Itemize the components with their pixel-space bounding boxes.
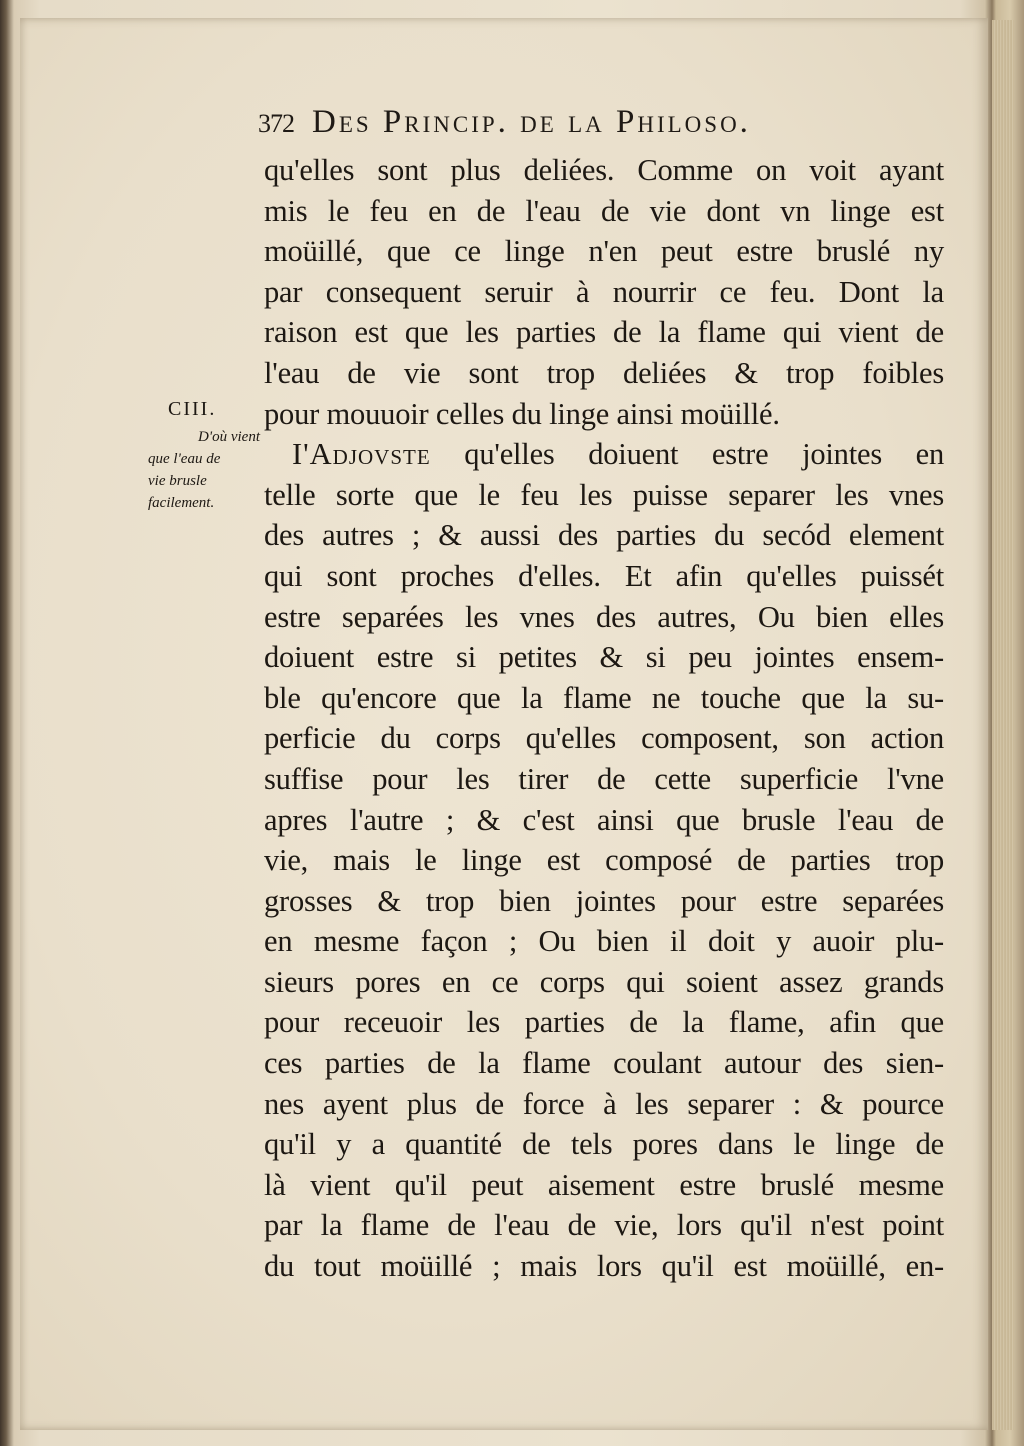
section-number: CIII. — [168, 398, 217, 420]
marginal-note — [148, 426, 260, 514]
text-line: raison est que les parties de la flame qui vient de — [264, 315, 944, 350]
text-line: qui sont proches d'elles. Et afin qu'elles puissét — [264, 558, 944, 593]
text-line: qu'elles sont plus deliées. Comme on voit ayant — [264, 153, 944, 187]
text-line-rest: qu'elles doiuent estre jointes en — [430, 437, 944, 472]
running-title: Des Princip. de la Philoso. — [312, 104, 751, 140]
text-line: perficie du corps qu'elles composent, son action — [264, 721, 944, 756]
text-line: qu'il y a quantité de tels pores dans le linge de — [264, 1127, 944, 1162]
text-line: là vient qu'il peut aisement estre bruslé mesme — [264, 1167, 944, 1202]
text-line: telle sorte que le feu les puisse separer les vnes — [264, 477, 944, 512]
text-line: par consequent seruir à nourrir ce feu. Dont la — [264, 274, 944, 309]
text-line: pour mouuoir celles du linge ainsi moüillé. — [264, 396, 780, 431]
marginal-note-line: que l'eau de — [148, 451, 221, 467]
text-line: ble qu'encore que la flame ne touche que la su- — [264, 680, 944, 715]
text-line: estre separées les vnes des autres, Ou bien elles — [264, 599, 944, 634]
text-line: ces parties de la flame coulant autour des sien- — [264, 1046, 944, 1081]
text-line: du tout moüillé ; mais lors qu'il est moüillé, en- — [264, 1249, 944, 1284]
text-line: suffise pour les tirer de cette superficie l'vne — [264, 761, 944, 796]
text-line: vie, mais le linge est composé de parties trop — [264, 843, 944, 878]
marginal-note-line: vie brusle — [148, 473, 207, 489]
text-line: apres l'autre ; & c'est ainsi que brusle l'eau de — [264, 802, 944, 837]
text-line: l'eau de vie sont trop deliées & trop foibles — [264, 355, 944, 390]
text-line: sieurs pores en ce corps qui soient assez grands — [264, 964, 944, 999]
running-head — [258, 104, 938, 144]
paragraph-start-line — [264, 434, 944, 475]
marginal-note-line: D'où vient — [198, 429, 260, 445]
page-number: 372 — [258, 109, 294, 138]
text-line: nes ayent plus de force à les separer : & pource — [264, 1086, 944, 1121]
text-line: par la flame de l'eau de vie, lors qu'il n'est point — [264, 1208, 944, 1243]
text-line: des autres ; & aussi des parties du secód element — [264, 518, 944, 553]
text-line: en mesme façon ; Ou bien il doit y auoir plu- — [264, 924, 944, 959]
paragraph-initial-word: I'Adjovste — [292, 437, 431, 472]
text-line: doiuent estre si petites & si peu jointes ensem- — [264, 640, 944, 675]
text-line: mis le feu en de l'eau de vie dont vn linge est — [264, 193, 944, 228]
body-text — [264, 150, 944, 1287]
page-edges — [992, 20, 1014, 1430]
text-line: pour receuoir les parties de la flame, afin que — [264, 1005, 944, 1040]
marginal-note-line: facilement. — [148, 495, 215, 511]
text-line: moüillé, que ce linge n'en peut estre bruslé ny — [264, 234, 944, 269]
text-line: grosses & trop bien jointes pour estre separées — [264, 883, 944, 918]
